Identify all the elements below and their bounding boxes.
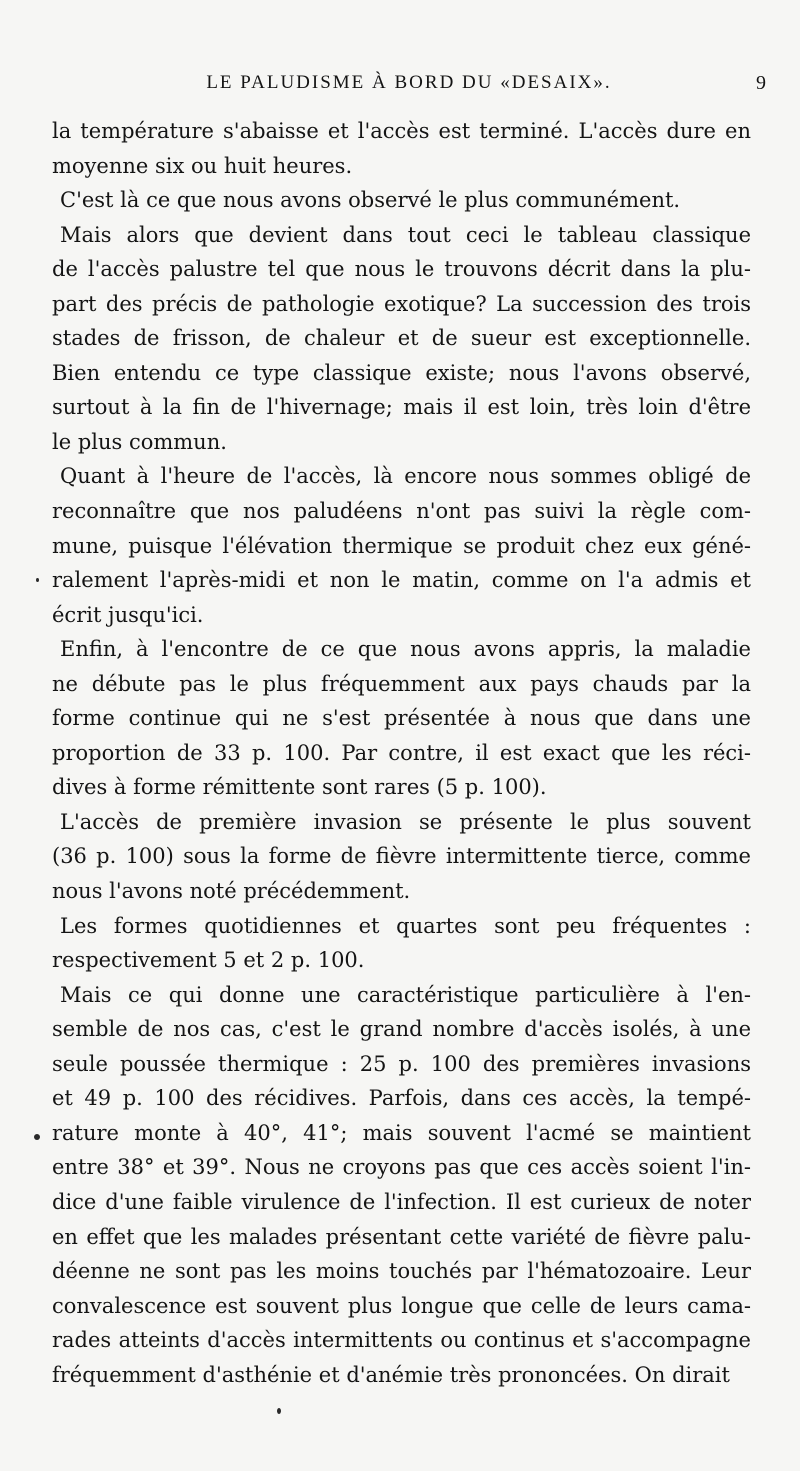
- text-line: de l'accès palustre tel que nous le trouvons décrit dans la plu-: [52, 257, 751, 282]
- text-line: reconnaître que nos paludéens n'ont pas suivi la règle com-: [52, 499, 751, 524]
- text-line: Enfin, à l'encontre de ce que nous avons appris, la maladie: [60, 637, 751, 662]
- text-line: en effet que les malades présentant cette variété de fièvre palu-: [52, 1224, 751, 1249]
- text-line: la température s'abaisse et l'accès est terminé. L'accès dure en: [52, 119, 751, 143]
- text-line: respectivement 5 et 2 p. 100.: [52, 948, 365, 973]
- page-number: 9: [756, 72, 766, 94]
- text-line: Quant à l'heure de l'accès, là encore nous sommes obligé de: [60, 464, 751, 489]
- text-line: dives à forme rémittente sont rares (5 p. 100).: [52, 775, 547, 800]
- text-line: rature monte à 40°, 41°; mais souvent l'acmé se maintient: [52, 1120, 751, 1145]
- ink-spot: [36, 578, 39, 582]
- page-header: [52, 72, 766, 102]
- text-line: C'est là ce que nous avons observé le plus communément.: [60, 188, 681, 213]
- text-line: moyenne six ou huit heures.: [52, 153, 353, 178]
- text-line: Mais ce qui donne une caractéristique particulière à l'en-: [60, 982, 751, 1007]
- text-line: Mais alors que devient dans tout ceci le tableau classique: [60, 222, 751, 247]
- ink-spot: [277, 1408, 281, 1414]
- text-line: écrit jusqu'ici.: [52, 602, 204, 627]
- text-line: nous l'avons noté précédemment.: [52, 879, 411, 904]
- text-line: L'accès de première invasion se présente le plus souvent: [60, 809, 751, 834]
- text-line: entre 38° et 39°. Nous ne croyons pas que ces accès soient l'in-: [52, 1155, 751, 1180]
- text-line: forme continue qui ne s'est présentée à nous que dans une: [52, 706, 751, 731]
- text-line: part des précis de pathologie exotique? La succession des trois: [52, 291, 751, 316]
- text-line: surtout à la fin de l'hivernage; mais il est loin, très loin d'être: [52, 395, 751, 420]
- ink-spot: [34, 1134, 40, 1140]
- text-line: déenne ne sont pas les moins touchés par l'hématozoaire. Leur: [52, 1259, 751, 1284]
- text-line: ralement l'après-midi et non le matin, comme on l'a admis et: [52, 568, 751, 593]
- text-line: semble de nos cas, c'est le grand nombre d'accès isolés, à une: [52, 1017, 751, 1042]
- text-line: convalescence est souvent plus longue que celle de leurs cama-: [52, 1293, 751, 1318]
- body-text: [52, 114, 751, 1392]
- text-line: stades de frisson, de chaleur et de sueur est exceptionnelle.: [52, 326, 751, 351]
- running-title: LE PALUDISME À BORD DU «DESAIX».: [206, 72, 612, 93]
- text-line: dice d'une faible virulence de l'infection. Il est curieux de noter: [52, 1189, 751, 1214]
- text-line: seule poussée thermique : 25 p. 100 des premières invasions: [52, 1051, 751, 1076]
- text-line: le plus commun.: [52, 429, 227, 454]
- text-line: proportion de 33 p. 100. Par contre, il est exact que les réci-: [52, 740, 751, 765]
- text-line: (36 p. 100) sous la forme de fièvre intermittente tierce, comme: [52, 844, 751, 869]
- text-line: rades atteints d'accès intermittents ou continus et s'accompagne: [52, 1328, 751, 1353]
- text-line: Bien entendu ce type classique existe; nous l'avons observé,: [52, 360, 751, 385]
- text-line: Les formes quotidiennes et quartes sont peu fréquentes :: [60, 913, 751, 938]
- text-line: ne débute pas le plus fréquemment aux pays chauds par la: [52, 671, 751, 696]
- text-line: mune, puisque l'élévation thermique se produit chez eux géné-: [52, 533, 751, 558]
- text-line: fréquemment d'asthénie et d'anémie très prononcées. On dirait: [52, 1362, 730, 1387]
- text-line: et 49 p. 100 des récidives. Parfois, dans ces accès, la tempé-: [52, 1086, 751, 1111]
